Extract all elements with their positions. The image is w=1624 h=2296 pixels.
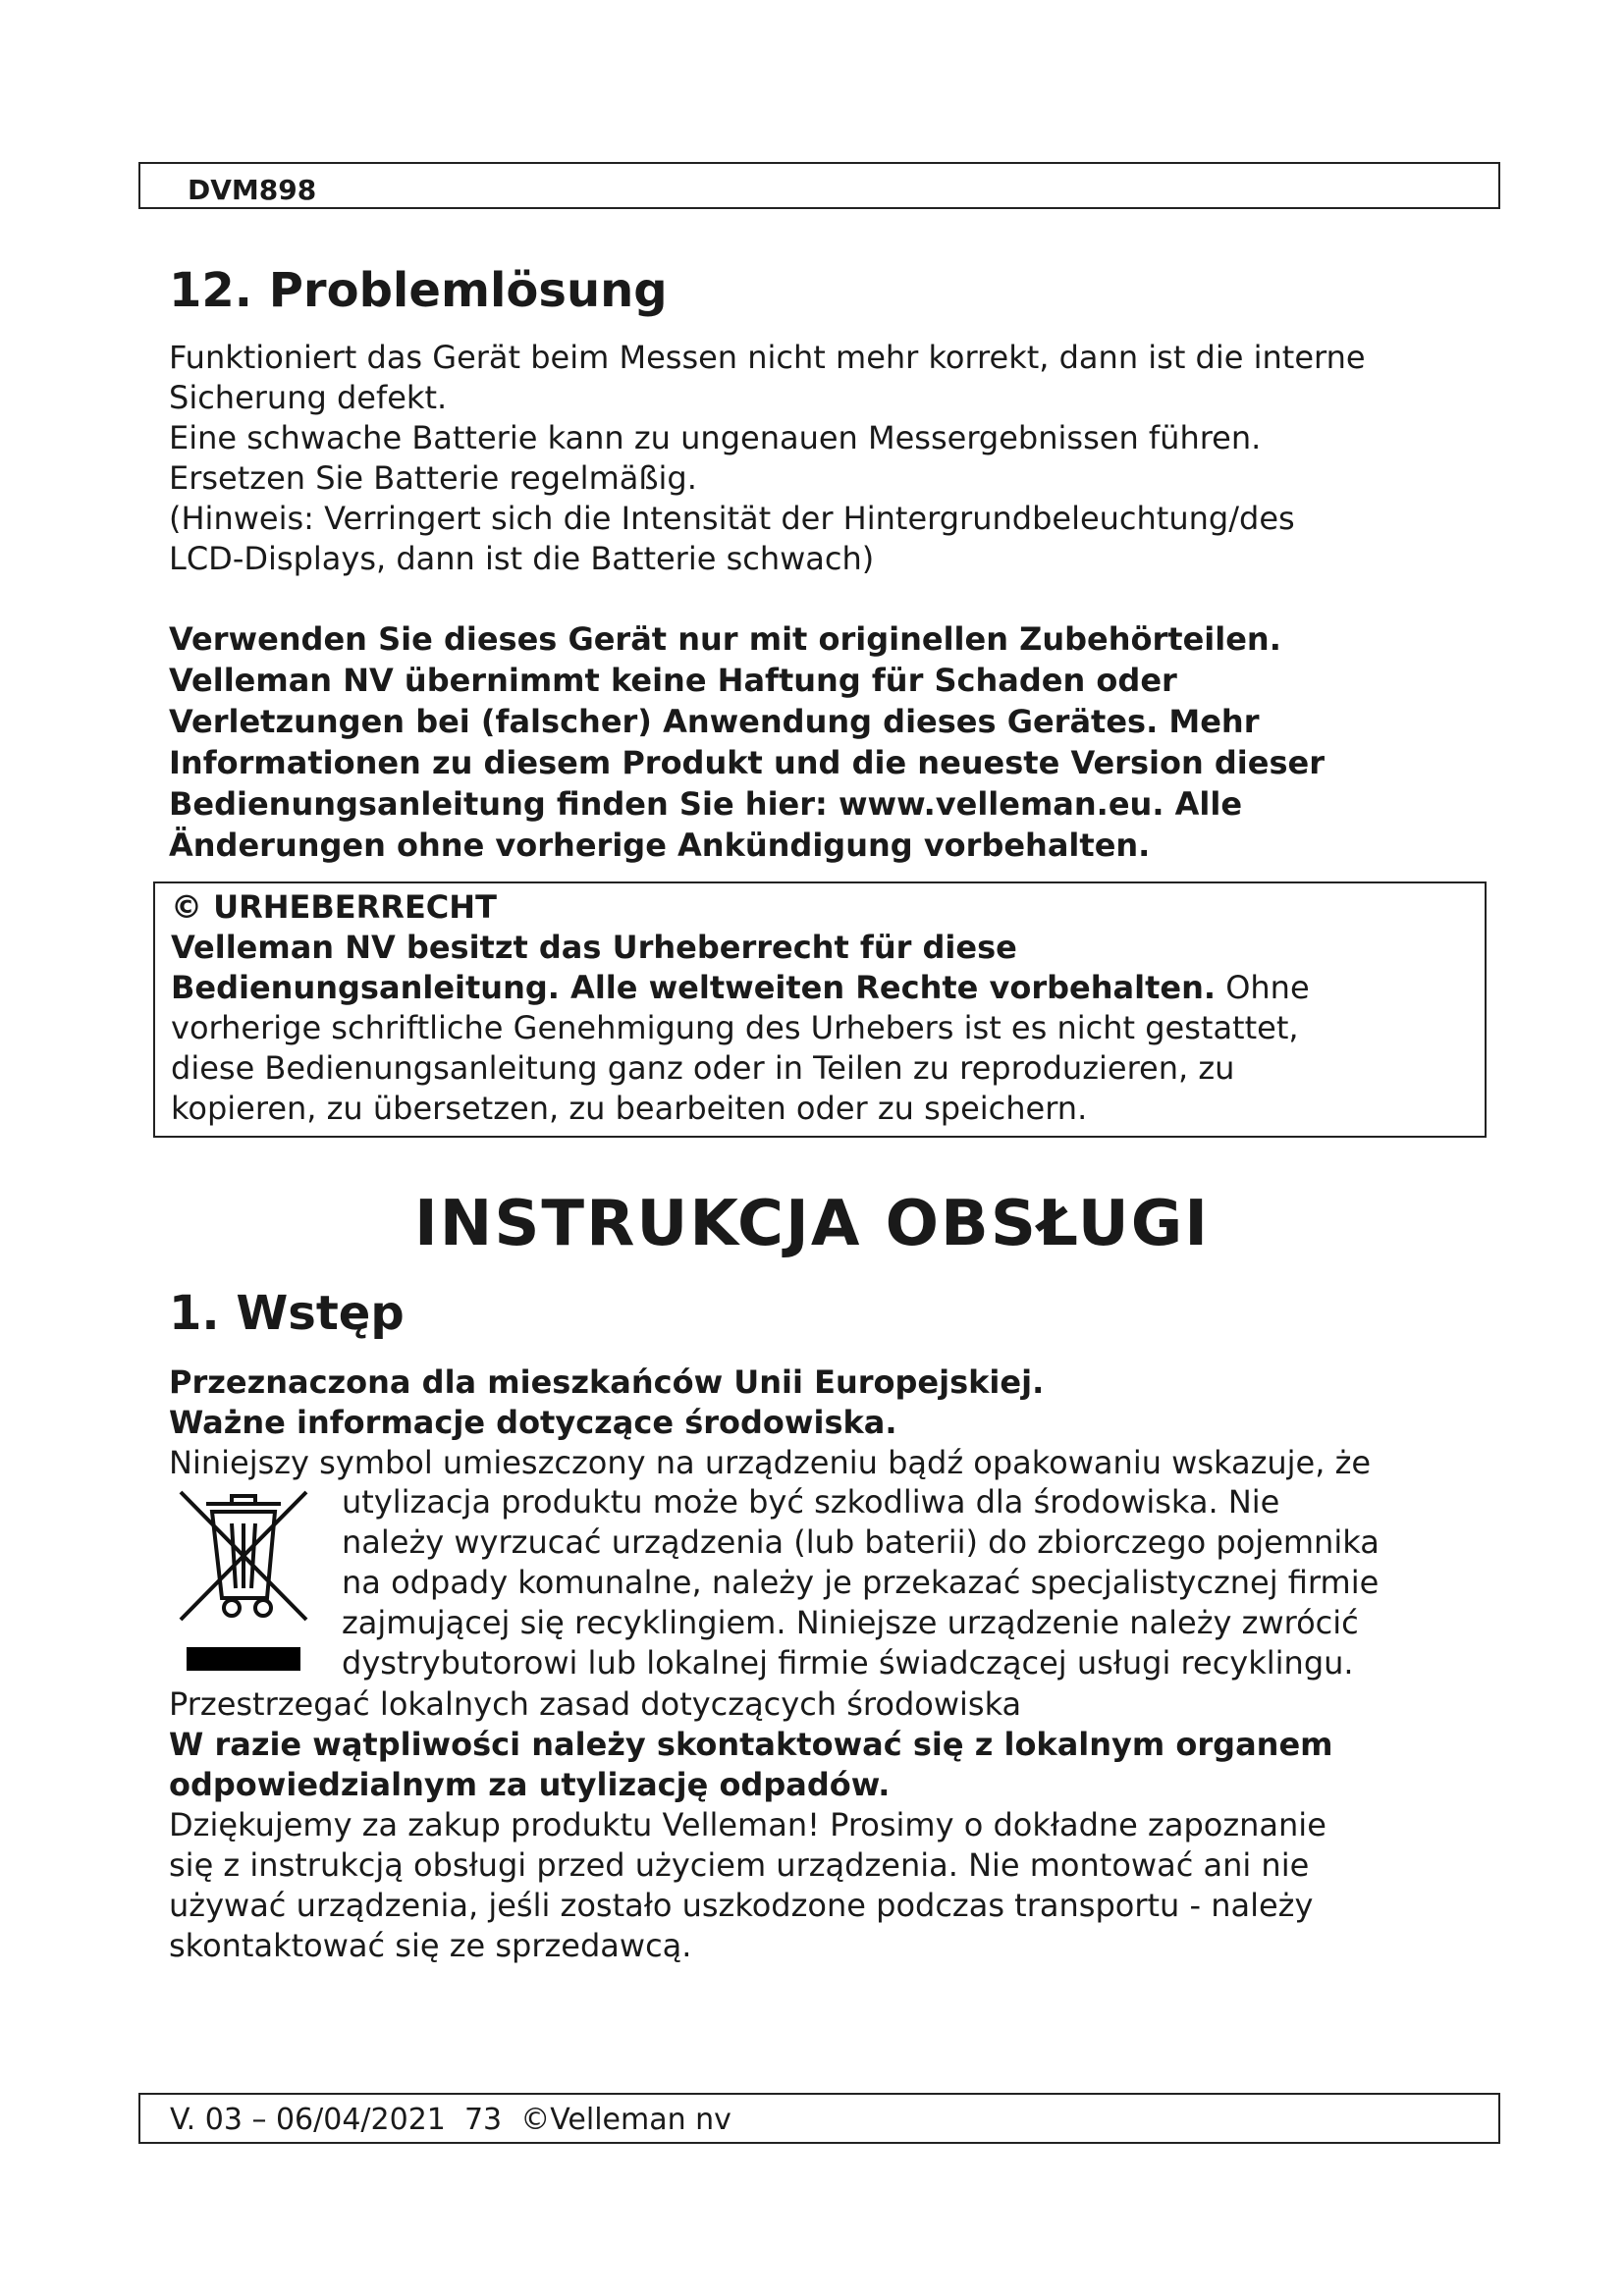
- copyright-line: kopieren, zu übersetzen, zu bearbeiten oder zu speichern.: [171, 1090, 1088, 1127]
- paragraph-line: Funktioniert das Gerät beim Messen nicht mehr korrekt, dann ist die interne: [169, 339, 1366, 376]
- notice-line: Änderungen ohne vorherige Ankündigung vorbehalten.: [169, 827, 1151, 864]
- footer-text: V. 03 – 06/04/2021 73 ©Velleman nv: [170, 2103, 731, 2137]
- weee-line: dystrybutorowi lub lokalnej firmie świadczącej usługi recyklingu.: [342, 1644, 1354, 1682]
- paragraph-line: Eine schwache Batterie kann zu ungenauen Messergebnissen führen.: [169, 419, 1262, 456]
- troubleshooting-paragraph: [169, 338, 1465, 579]
- liability-notice: [169, 618, 1465, 866]
- bold-line: W razie wątpliwości należy skontaktować się z lokalnym organem: [169, 1726, 1333, 1763]
- bold-line: odpowiedzialnym za utylizację odpadów.: [169, 1766, 891, 1803]
- copyright-bold-line: Velleman NV besitzt das Urheberrecht für diese: [171, 929, 1017, 966]
- copyright-bold-line: Bedienungsanleitung. Alle weltweiten Rechte vorbehalten.: [171, 969, 1217, 1006]
- copyright-text-tail: Ohne: [1216, 969, 1310, 1006]
- bold-line: Przeznaczona dla mieszkańców Unii Europejskiej.: [169, 1363, 1045, 1401]
- weee-text: [342, 1482, 1500, 1683]
- paragraph-line: Ersetzen Sie Batterie regelmäßig.: [169, 459, 697, 497]
- copyright-line: vorherige schriftliche Genehmigung des Urhebers ist es nicht gestattet,: [171, 1009, 1299, 1046]
- weee-line: na odpady komunalne, należy je przekazać specjalistycznej firmie: [342, 1564, 1380, 1601]
- paragraph-line: (Hinweis: Verringert sich die Intensität der Hintergrundbeleuchtung/des: [169, 500, 1295, 537]
- paragraph-line: Sicherung defekt.: [169, 379, 448, 416]
- environment-line: Przestrzegać lokalnych zasad dotyczących środowiska: [169, 1685, 1022, 1723]
- closing-line: używać urządzenia, jeśli zostało uszkodzone podczas transportu - należy: [169, 1887, 1314, 1924]
- bold-line: Ważne informacje dotyczące środowiska.: [169, 1404, 897, 1441]
- manual-main-title: INSTRUKCJA OBSŁUGI: [413, 1188, 1211, 1260]
- crossed-out-wheelie-bin-icon: [173, 1482, 314, 1679]
- closing-line: skontaktować się ze sprzedawcą.: [169, 1927, 692, 1964]
- copyright-box: [153, 881, 1487, 1138]
- copyright-title: © URHEBERRECHT: [171, 888, 497, 926]
- closing-line: się z instrukcją obsługi przed użyciem urządzenia. Nie montować ani nie: [169, 1846, 1310, 1884]
- notice-line: Verletzungen bei (falscher) Anwendung dieses Gerätes. Mehr: [169, 703, 1260, 740]
- section-heading-troubleshooting: 12. Problemlösung: [169, 263, 668, 318]
- notice-line: Velleman NV übernimmt keine Haftung für Schaden oder: [169, 662, 1177, 699]
- closing-line: Dziękujemy za zakup produktu Velleman! Prosimy o dokładne zapoznanie: [169, 1806, 1326, 1843]
- notice-line: Bedienungsanleitung finden Sie hier: www.velleman.eu. Alle: [169, 785, 1243, 823]
- notice-line: Verwenden Sie dieses Gerät nur mit originellen Zubehörteilen.: [169, 620, 1281, 658]
- model-number: DVM898: [188, 174, 317, 206]
- header-box: [138, 162, 1500, 209]
- section-heading-introduction: 1. Wstęp: [169, 1286, 405, 1341]
- closing-text: [169, 1684, 1475, 1966]
- notice-line: Informationen zu diesem Produkt und die neueste Version dieser: [169, 744, 1325, 781]
- copyright-line: diese Bedienungsanleitung ganz oder in Teilen zu reproduzieren, zu: [171, 1049, 1235, 1087]
- weee-line: należy wyrzucać urządzenia (lub baterii) do zbiorczego pojemnika: [342, 1523, 1380, 1561]
- weee-line: zajmującej się recyklingiem. Niniejsze urządzenie należy zwrócić: [342, 1604, 1359, 1641]
- eu-residents-notice: [169, 1362, 1044, 1443]
- weee-line: utylizacja produktu może być szkodliwa dla środowiska. Nie: [342, 1483, 1280, 1521]
- footer-box: [138, 2093, 1500, 2144]
- intro-line: Niniejszy symbol umieszczony na urządzeniu bądź opakowaniu wskazuje, że: [169, 1444, 1372, 1481]
- paragraph-line: LCD-Displays, dann ist die Batterie schwach): [169, 540, 875, 577]
